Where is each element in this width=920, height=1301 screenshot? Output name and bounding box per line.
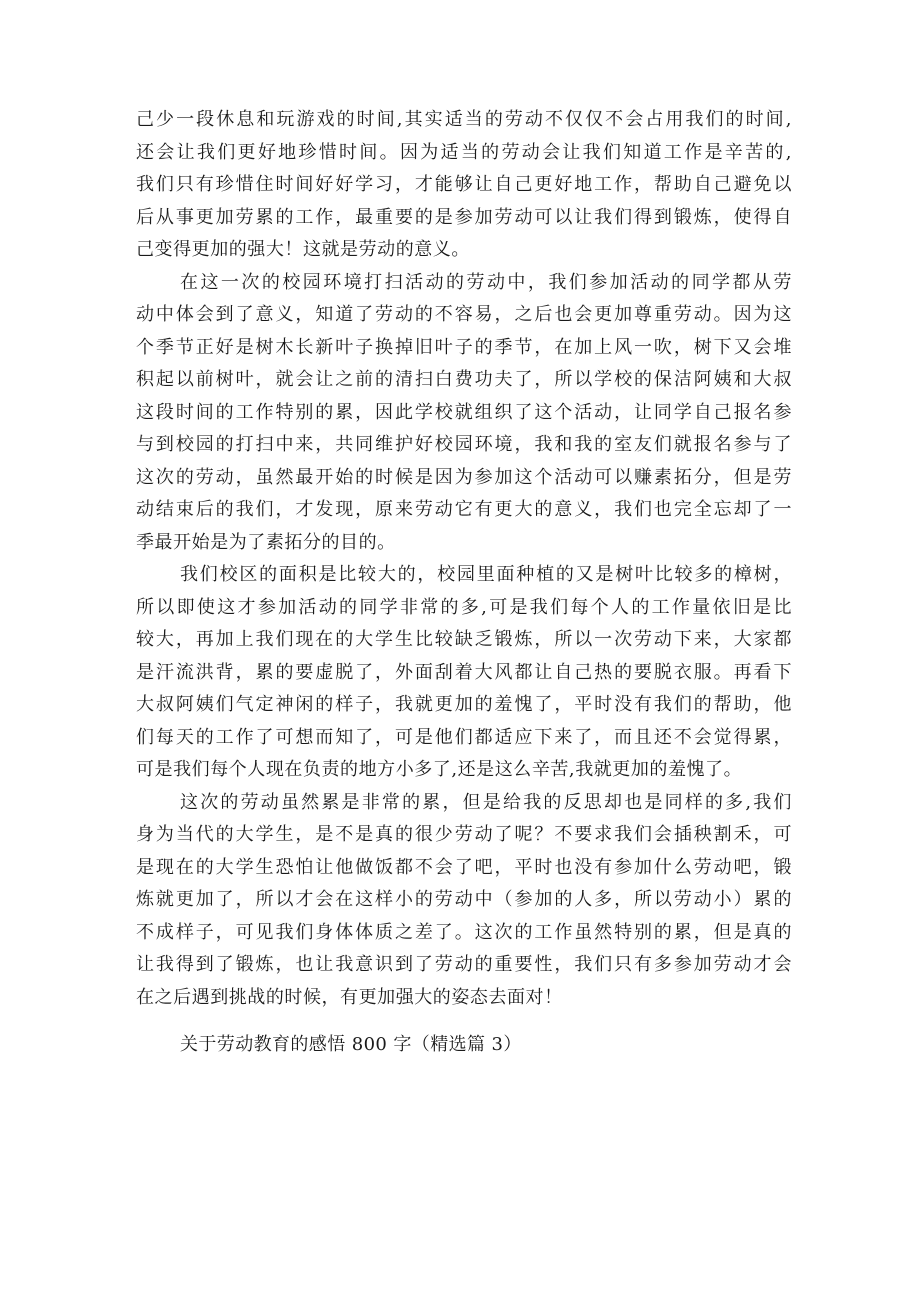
text-line: 我们只有珍惜住时间好好学习，才能够让自己更好地工作，帮助自己避免以 (136, 174, 792, 195)
text-line: 在之后遇到挑战的时候，有更加强大的姿态去面对！ (136, 986, 563, 1008)
paragraph-3 (136, 559, 792, 787)
text-line: 炼就更加了，所以才会在这样小的劳动中（参加的人多，所以劳动小）累的 (136, 889, 792, 910)
text-line: 己少一段休息和玩游戏的时间,其实适当的劳动不仅仅不会占用我们的时间, (136, 109, 792, 130)
text-line: 这次的劳动虽然累是非常的累，但是给我的反思却也是同样的多,我们 (180, 791, 792, 813)
text-line: 是现在的大学生恐怕让他做饭都不会了吧，平时也没有参加什么劳动吧，锻 (136, 856, 792, 878)
text-line: 是汗流洪背，累的要虚脱了，外面刮着大风都让自己热的要脱衣服。再看下 (136, 661, 792, 683)
section-heading: 关于劳动教育的感悟 800 字（精选篇 3） (180, 1034, 522, 1055)
text-line: 这次的劳动，虽然最开始的时候是因为参加这个活动可以赚素拓分，但是劳 (136, 466, 792, 488)
paragraph-1 (136, 104, 792, 267)
text-line: 后从事更加劳累的工作，最重要的是参加劳动可以让我们得到锻炼，使得自 (136, 206, 792, 228)
text-line: 与到校园的打扫中来，共同维护好校园环境，我和我的室友们就报名参与了 (136, 434, 792, 455)
text-line: 己变得更加的强大！这就是劳动的意义。 (136, 239, 470, 260)
text-line: 在这一次的校园环境打扫活动的劳动中，我们参加活动的同学都从劳 (180, 271, 792, 293)
text-line: 我们校区的面积是比较大的，校园里面种植的又是树叶比较多的樟树， (180, 564, 792, 585)
text-line: 这段时间的工作特别的累，因此学校就组织了这个活动，让同学自己报名参 (136, 401, 792, 423)
text-line: 让我得到了锻炼，也让我意识到了劳动的重要性，我们只有多参加劳动才会 (136, 954, 792, 975)
text-line: 们每天的工作了可想而知了，可是他们都适应下来了，而且还不会觉得累， (136, 726, 792, 748)
text-line: 大叔阿姨们气定神闲的样子，我就更加的羞愧了，平时没有我们的帮助，他 (136, 694, 792, 715)
text-line: 所以即使这才参加活动的同学非常的多,可是我们每个人的工作量依旧是比 (136, 596, 792, 618)
text-line: 季最开始是为了素拓分的目的。 (136, 531, 396, 553)
text-line: 动中体会到了意义，知道了劳动的不容易，之后也会更加尊重劳动。因为这 (136, 304, 792, 325)
paragraph-2 (136, 267, 792, 560)
text-line: 积起以前树叶，就会让之前的清扫白费功夫了，所以学校的保洁阿姨和大叔 (136, 369, 792, 390)
body-text (136, 104, 792, 1014)
text-line: 不成样子，可见我们身体体质之差了。这次的工作虽然特别的累，但是真的 (136, 921, 792, 943)
text-line: 动结束后的我们，才发现，原来劳动它有更大的意义，我们也完全忘却了一 (136, 499, 792, 520)
paragraph-4 (136, 787, 792, 1015)
text-line: 还会让我们更好地珍惜时间。因为适当的劳动会让我们知道工作是辛苦的, (136, 141, 792, 163)
text-line: 个季节正好是树木长新叶子换掉旧叶子的季节，在加上风一吹，树下又会堆 (136, 336, 792, 358)
text-line: 较大，再加上我们现在的大学生比较缺乏锻炼，所以一次劳动下来，大家都 (136, 629, 792, 650)
text-line: 可是我们每个人现在负责的地方小多了,还是这么辛苦,我就更加的羞愧了。 (136, 759, 743, 780)
text-line: 身为当代的大学生，是不是真的很少劳动了呢？不要求我们会插秧割禾，可 (136, 824, 792, 845)
